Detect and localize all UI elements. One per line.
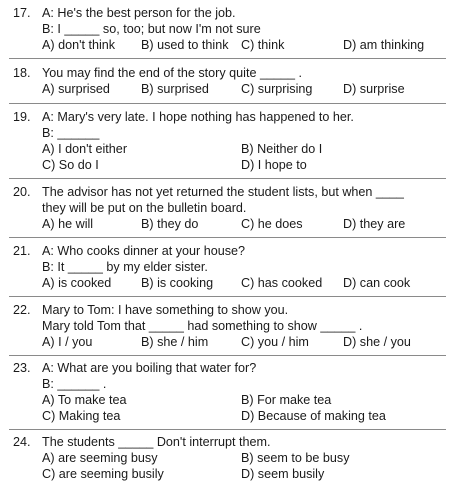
question-17 <box>0 6 454 54</box>
option-d[interactable]: D) Because of making tea <box>241 409 386 423</box>
divider <box>9 237 446 238</box>
option-d[interactable]: D) I hope to <box>241 158 307 172</box>
question-number: 17. <box>13 6 31 20</box>
option-a[interactable]: A) surprised <box>42 82 110 96</box>
option-a[interactable]: A) I don't either <box>42 142 128 156</box>
option-a[interactable]: A) I / you <box>42 335 93 349</box>
question-number: 21. <box>13 244 31 258</box>
question-line: B: ______ . <box>42 377 107 391</box>
option-d[interactable]: D) surprise <box>343 82 405 96</box>
question-number: 18. <box>13 66 31 80</box>
option-b[interactable]: B) she / him <box>141 335 209 349</box>
divider <box>9 103 446 104</box>
option-b[interactable]: B) For make tea <box>241 393 332 407</box>
question-line: The advisor has not yet returned the student lists, but when ____ <box>42 185 404 199</box>
option-a[interactable]: A) To make tea <box>42 393 127 407</box>
divider <box>9 58 446 59</box>
divider <box>9 429 446 430</box>
option-d[interactable]: D) she / you <box>343 335 411 349</box>
option-b[interactable]: B) used to think <box>141 38 229 52</box>
question-line: A: Mary's very late. I hope nothing has happened to her. <box>42 110 354 124</box>
option-b[interactable]: B) is cooking <box>141 276 214 290</box>
option-c[interactable]: C) think <box>241 38 285 52</box>
option-c[interactable]: C) are seeming busily <box>42 467 164 481</box>
option-b[interactable]: B) they do <box>141 217 199 231</box>
question-23 <box>0 361 454 425</box>
option-d[interactable]: D) am thinking <box>343 38 425 52</box>
option-d[interactable]: D) they are <box>343 217 406 231</box>
question-number: 23. <box>13 361 31 375</box>
option-d[interactable]: D) seem busily <box>241 467 325 481</box>
question-line: The students _____ Don't interrupt them. <box>42 435 271 449</box>
option-b[interactable]: B) seem to be busy <box>241 451 350 465</box>
option-c[interactable]: C) Making tea <box>42 409 121 423</box>
divider <box>9 178 446 179</box>
question-line: they will be put on the bulletin board. <box>42 201 247 215</box>
question-number: 20. <box>13 185 31 199</box>
divider <box>9 355 446 356</box>
question-line: A: What are you boiling that water for? <box>42 361 257 375</box>
option-a[interactable]: A) are seeming busy <box>42 451 158 465</box>
question-line: Mary told Tom that _____ had something to show _____ . <box>42 319 363 333</box>
question-22 <box>0 303 454 351</box>
option-a[interactable]: A) he will <box>42 217 94 231</box>
question-line: A: Who cooks dinner at your house? <box>42 244 246 258</box>
question-number: 19. <box>13 110 31 124</box>
option-a[interactable]: A) is cooked <box>42 276 112 290</box>
question-line: B: ______ <box>42 126 100 140</box>
option-a[interactable]: A) don't think <box>42 38 116 52</box>
option-c[interactable]: C) he does <box>241 217 303 231</box>
option-d[interactable]: D) can cook <box>343 276 411 290</box>
question-21 <box>0 244 454 292</box>
question-line: You may find the end of the story quite _____ . <box>42 66 302 80</box>
question-number: 24. <box>13 435 31 449</box>
question-line: Mary to Tom: I have something to show you. <box>42 303 289 317</box>
question-20 <box>0 185 454 233</box>
option-c[interactable]: C) surprising <box>241 82 313 96</box>
question-18 <box>0 66 454 98</box>
question-line: B: It _____ by my elder sister. <box>42 260 208 274</box>
divider <box>9 296 446 297</box>
option-c[interactable]: C) So do I <box>42 158 99 172</box>
question-24 <box>0 435 454 483</box>
option-c[interactable]: C) has cooked <box>241 276 323 290</box>
question-line: B: I _____ so, too; but now I'm not sure <box>42 22 261 36</box>
option-c[interactable]: C) you / him <box>241 335 309 349</box>
question-line: A: He's the best person for the job. <box>42 6 236 20</box>
option-b[interactable]: B) surprised <box>141 82 209 96</box>
question-number: 22. <box>13 303 31 317</box>
question-19 <box>0 110 454 174</box>
option-b[interactable]: B) Neither do I <box>241 142 323 156</box>
